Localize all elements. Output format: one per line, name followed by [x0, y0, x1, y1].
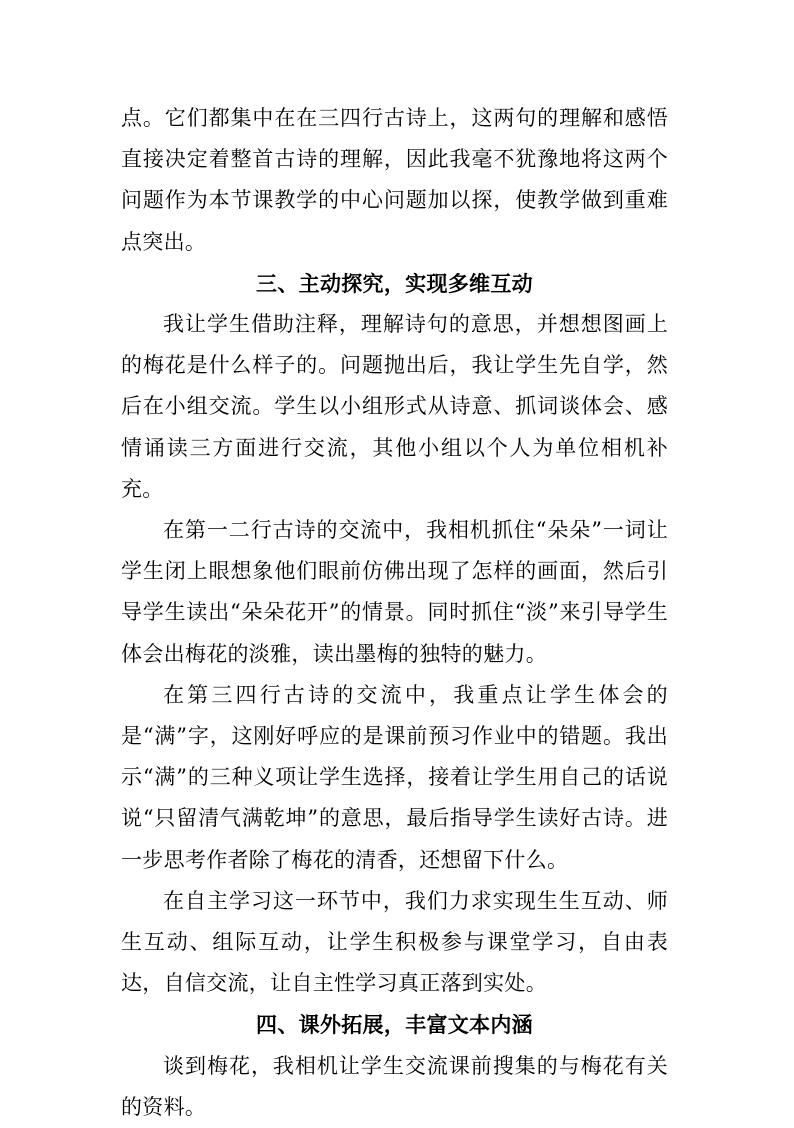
paragraph: 在自主学习这一环节中，我们力求实现生生互动、师生互动、组际互动，让学生积极参与课堂学习，自由表达，自信交流，让自主性学习真正落到实处。	[121, 888, 668, 996]
paragraph-continuation: 点。它们都集中在在三四行古诗上，这两句的理解和感悟直接决定着整首古诗的理解，因此我毫不犹豫地将这两个问题作为本节课教学的中心问题加以探，使教学做到重难点突出。	[121, 106, 668, 254]
paragraph: 我让学生借助注释，理解诗句的意思，并想想图画上的梅花是什么样子的。问题抛出后，我让学生先自学，然后在小组交流。学生以小组形式从诗意、抓词谈体会、感情诵读三方面进行交流，其他小组以个人为单位相机补充。	[121, 312, 668, 501]
section-heading-3: 三、主动探究，实现多维互动	[256, 270, 533, 296]
section-heading-4: 四、课外拓展，丰富文本内涵	[256, 1012, 533, 1038]
paragraph: 谈到梅花，我相机让学生交流课前搜集的与梅花有关的资料。	[121, 1053, 668, 1119]
document-body	[121, 98, 668, 1128]
paragraph: 在第一二行古诗的交流中，我相机抓住“朵朵”一词让学生闭上眼想象他们眼前仿佛出现了怎样的画面，然后引导学生读出“朵朵花开”的情景。同时抓住“淡”来引导学生体会出梅花的淡雅，读出墨梅的独特的魅力。	[121, 518, 668, 666]
paragraph: 在第三四行古诗的交流中，我重点让学生体会的是“满”字，这刚好呼应的是课前预习作业中的错题。我出示“满”的三种义项让学生选择，接着让学生用自己的话说说“只留清气满乾坤”的意思，最后指导学生读好古诗。进一步思考作者除了梅花的清香，还想留下什么。	[121, 682, 668, 872]
